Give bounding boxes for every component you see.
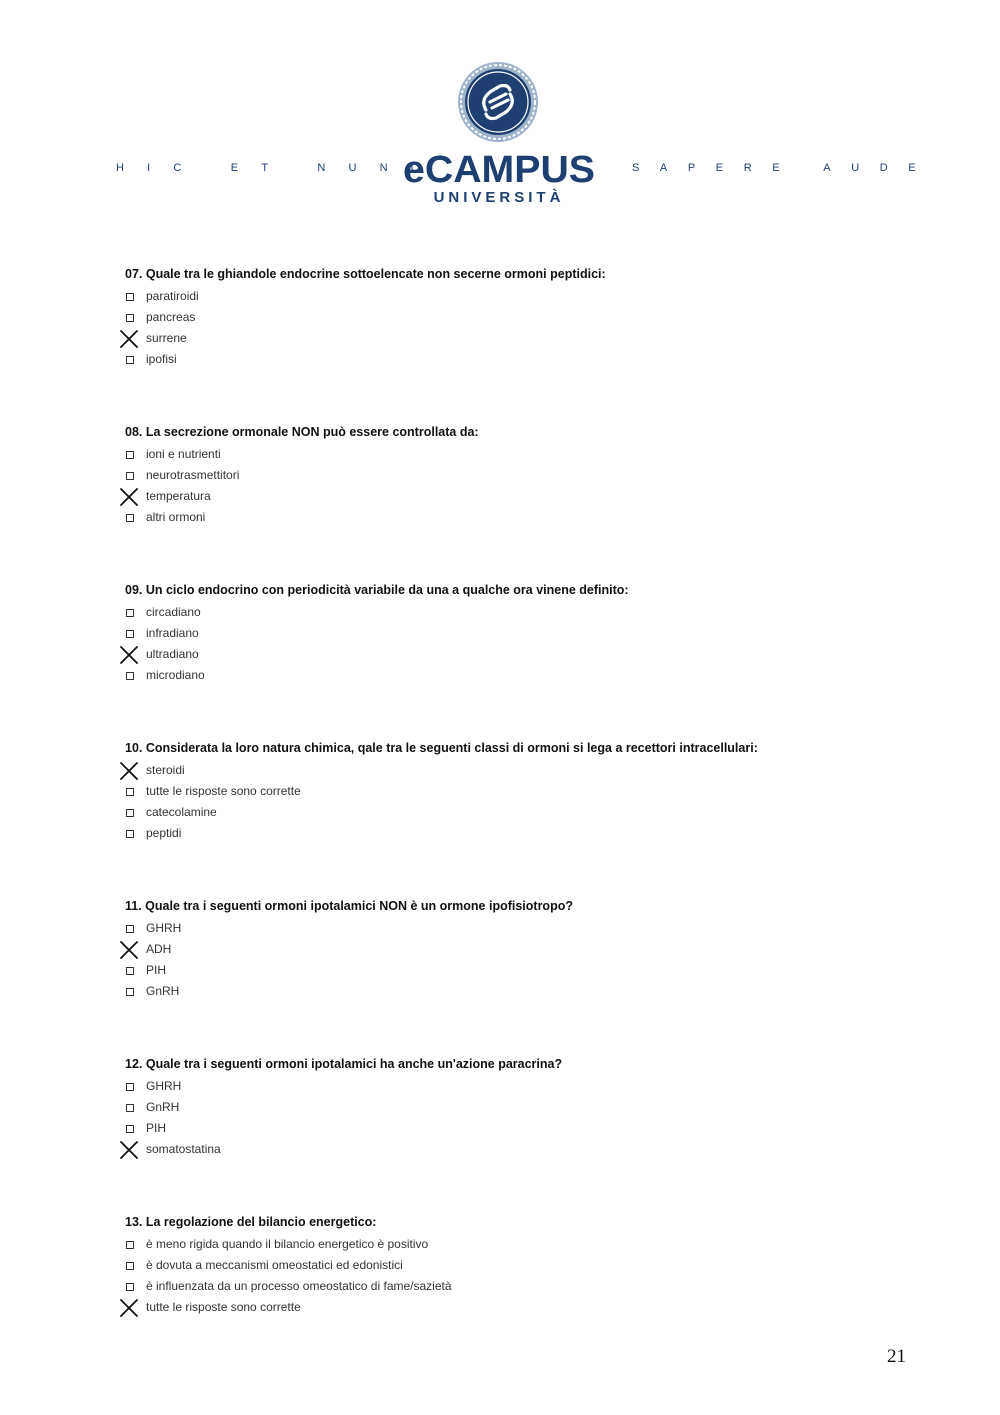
answer-label: ultradiano	[146, 647, 199, 661]
answer-option[interactable]	[125, 286, 925, 307]
x-mark-icon[interactable]	[119, 1140, 139, 1160]
answer-label: microdiano	[146, 668, 205, 682]
x-mark-icon[interactable]	[119, 1298, 139, 1318]
ecampus-wordmark-logo	[403, 146, 597, 190]
question-title: 08. La secrezione ormonale NON può essere controllata da:	[125, 425, 479, 439]
answer-label: paratiroidi	[146, 289, 199, 303]
answer-label: temperatura	[146, 489, 211, 503]
question-10	[125, 739, 925, 844]
answer-label: peptidi	[146, 826, 182, 840]
answer-label: ADH	[146, 942, 172, 956]
question-11	[125, 897, 925, 1002]
answer-label: tutte le risposte sono corrette	[146, 1300, 301, 1314]
checkbox[interactable]	[126, 1241, 134, 1249]
answer-options	[125, 444, 925, 528]
answer-option-selected[interactable]	[125, 1139, 925, 1160]
answer-option[interactable]	[125, 960, 925, 981]
checkbox[interactable]	[126, 1104, 134, 1112]
checkbox[interactable]	[126, 314, 134, 322]
answer-label: surrene	[146, 331, 187, 345]
answer-option-selected[interactable]	[125, 486, 925, 507]
question-title: 11. Quale tra i seguenti ormoni ipotalamici NON è un ormone ipofisiotropo?	[125, 899, 573, 913]
university-seal-logo	[456, 60, 540, 144]
answer-options	[125, 760, 925, 844]
checkbox[interactable]	[126, 1262, 134, 1270]
question-13	[125, 1213, 925, 1318]
checkbox[interactable]	[126, 809, 134, 817]
motto-left: HIC ET NUNC	[116, 162, 442, 174]
answer-options	[125, 1234, 925, 1318]
answer-option-selected[interactable]	[125, 328, 925, 349]
checkbox[interactable]	[126, 451, 134, 459]
answer-label: è dovuta a meccanismi omeostatici ed edonistici	[146, 1258, 403, 1272]
checkbox[interactable]	[126, 672, 134, 680]
question-07	[125, 265, 925, 370]
checkbox[interactable]	[126, 1083, 134, 1091]
answer-option[interactable]	[125, 349, 925, 370]
answer-label: GnRH	[146, 984, 180, 998]
answer-option[interactable]	[125, 665, 925, 686]
answer-label: catecolamine	[146, 805, 217, 819]
checkbox[interactable]	[126, 967, 134, 975]
answer-option[interactable]	[125, 1076, 925, 1097]
answer-option[interactable]	[125, 1118, 925, 1139]
answer-label: GHRH	[146, 1079, 182, 1093]
answer-options	[125, 602, 925, 686]
answer-label: ipofisi	[146, 352, 177, 366]
answer-option[interactable]	[125, 507, 925, 528]
answer-option[interactable]	[125, 981, 925, 1002]
question-title: 07. Quale tra le ghiandole endocrine sottoelencate non secerne ormoni peptidici:	[125, 267, 606, 281]
answer-option[interactable]	[125, 781, 925, 802]
answer-option[interactable]	[125, 823, 925, 844]
answer-option-selected[interactable]	[125, 760, 925, 781]
x-mark-icon[interactable]	[119, 645, 139, 665]
answer-option[interactable]	[125, 802, 925, 823]
answer-label: PIH	[146, 1121, 167, 1135]
answer-option[interactable]	[125, 444, 925, 465]
answer-label: infradiano	[146, 626, 199, 640]
answer-option[interactable]	[125, 1276, 925, 1297]
x-mark-icon[interactable]	[119, 487, 139, 507]
answer-label: PIH	[146, 963, 167, 977]
question-12	[125, 1055, 925, 1160]
answer-label: è meno rigida quando il bilancio energetico è positivo	[146, 1237, 429, 1251]
checkbox[interactable]	[126, 514, 134, 522]
answer-options	[125, 286, 925, 370]
question-09	[125, 581, 925, 686]
answer-option[interactable]	[125, 307, 925, 328]
answer-option-selected[interactable]	[125, 939, 925, 960]
answer-option[interactable]	[125, 465, 925, 486]
checkbox[interactable]	[126, 988, 134, 996]
question-title: 09. Un ciclo endocrino con periodicità variabile da una a qualche ora vinene definito:	[125, 583, 629, 597]
checkbox[interactable]	[126, 630, 134, 638]
checkbox[interactable]	[126, 1283, 134, 1291]
answer-option[interactable]	[125, 1097, 925, 1118]
page-number: 21	[887, 1346, 906, 1367]
answer-label: tutte le risposte sono corrette	[146, 784, 301, 798]
x-mark-icon[interactable]	[119, 329, 139, 349]
svg-text:eCAMPUS: eCAMPUS	[403, 149, 595, 190]
answer-label: ioni e nutrienti	[146, 447, 221, 461]
question-08	[125, 423, 925, 528]
motto-right: SAPERE AUDE	[632, 162, 937, 174]
answer-options	[125, 1076, 925, 1160]
answer-label: somatostatina	[146, 1142, 221, 1156]
question-title: 10. Considerata la loro natura chimica, qale tra le seguenti classi di ormoni si lega a recettori intracellulari:	[125, 741, 758, 755]
answer-options	[125, 918, 925, 1002]
x-mark-icon[interactable]	[119, 761, 139, 781]
answer-label: neurotrasmettitori	[146, 468, 240, 482]
checkbox[interactable]	[126, 788, 134, 796]
question-title: 13. La regolazione del bilancio energetico:	[125, 1215, 377, 1229]
answer-label: steroidi	[146, 763, 185, 777]
answer-label: circadiano	[146, 605, 201, 619]
answer-option[interactable]	[125, 918, 925, 939]
answer-option-selected[interactable]	[125, 644, 925, 665]
checkbox[interactable]	[126, 830, 134, 838]
answer-label: è influenzata da un processo omeostatico di fame/sazietà	[146, 1279, 452, 1293]
answer-label: altri ormoni	[146, 510, 206, 524]
document-header	[0, 0, 1000, 230]
answer-option[interactable]	[125, 1255, 925, 1276]
answer-label: GnRH	[146, 1100, 180, 1114]
checkbox[interactable]	[126, 293, 134, 301]
x-mark-icon[interactable]	[119, 940, 139, 960]
checkbox[interactable]	[126, 609, 134, 617]
answer-option[interactable]	[125, 602, 925, 623]
answer-label: pancreas	[146, 310, 196, 324]
question-title: 12. Quale tra i seguenti ormoni ipotalamici ha anche un'azione paracrina?	[125, 1057, 563, 1071]
checkbox[interactable]	[126, 1125, 134, 1133]
answer-option[interactable]	[125, 623, 925, 644]
checkbox[interactable]	[126, 472, 134, 480]
answer-option-selected[interactable]	[125, 1297, 925, 1318]
checkbox[interactable]	[126, 356, 134, 364]
answer-option[interactable]	[125, 1234, 925, 1255]
checkbox[interactable]	[126, 925, 134, 933]
logo-subtitle: UNIVERSITÀ	[433, 189, 565, 206]
answer-label: GHRH	[146, 921, 182, 935]
